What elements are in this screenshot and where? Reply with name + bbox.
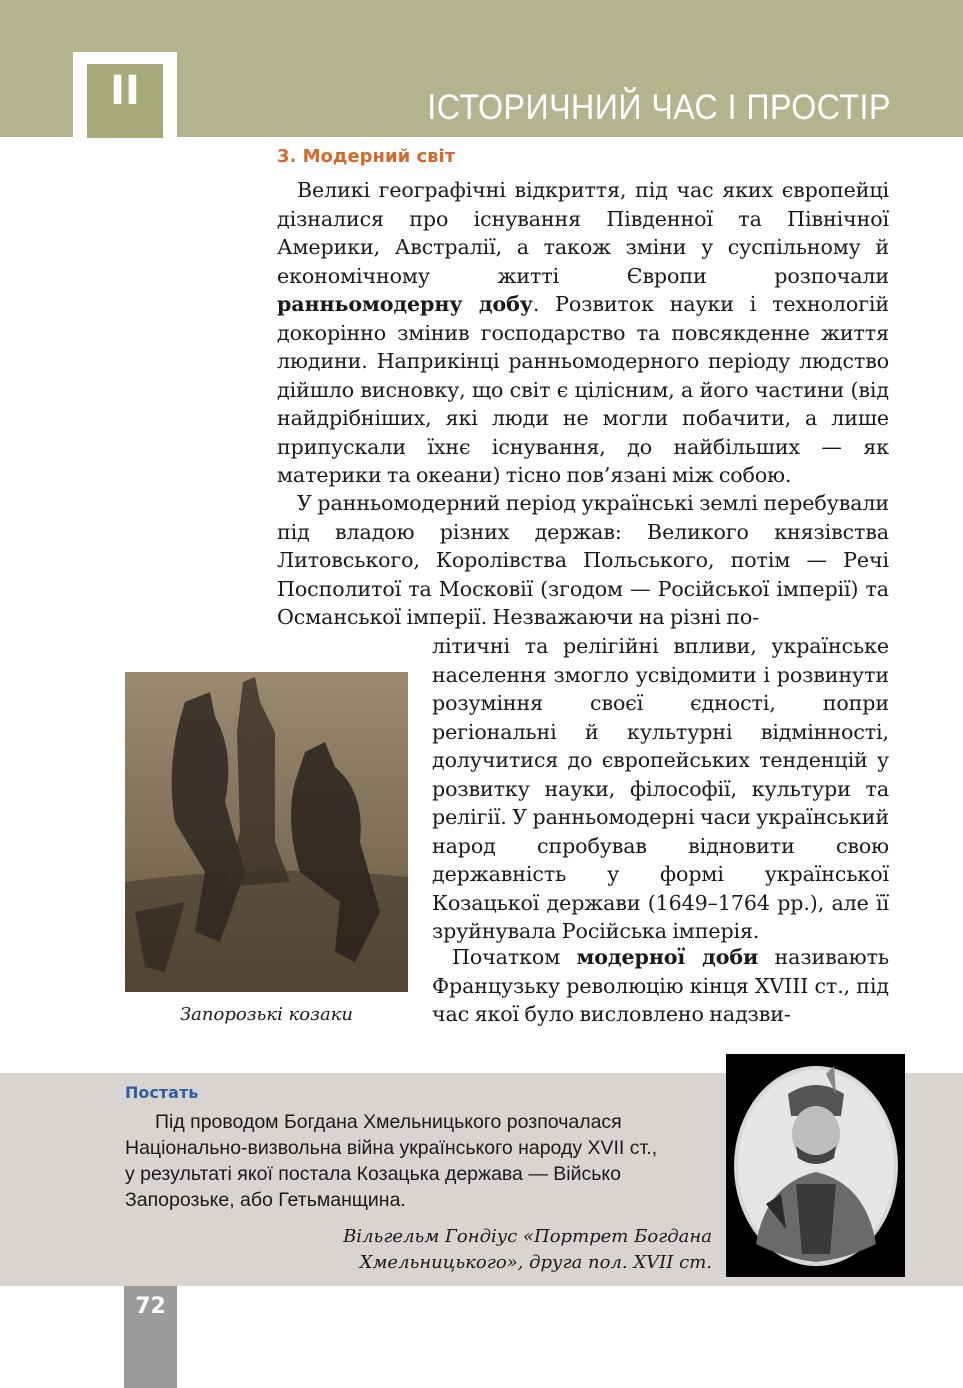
cossacks-engraving-image bbox=[125, 672, 408, 992]
page-number: 72 bbox=[135, 1294, 166, 1319]
portrait-caption-line-2: Хмельницького», друга пол. XVII ст. bbox=[359, 1252, 712, 1273]
paragraph-3: літичні та релігійні впливи, українське населення змогло усвідомити і розвинути розуміння своєї єдності, попри регіональні й культурні відмінності, долучитися до європейських тенденцій у розвитку науки, філософії, культури та релігії. У ранньомодерні часи український народ спробував відновити свою державність у формі української Козацької держави (1649–1764 рр.), але її зруйнувала Російська імперія. bbox=[432, 634, 889, 943]
paragraph-1-text-c: . Розвиток науки і технологій докорінно змінив господарство та повсякденне життя людини. Наприкінці ранньомодерного періоду людство дійшло висновку, що світ є цілісним, а його частини (від найдрібніших, які люди не могли побачити, а лише припускали їхнє існування, до найбільших — як материки та океани) тісно пов’язані між собою. bbox=[277, 292, 889, 487]
paragraph-4-text-c: називають Французьку революцію кінця XVIII ст., під час якої було висловлено надзви- bbox=[432, 945, 889, 1026]
paragraph-4 bbox=[432, 943, 889, 1029]
page-number-tab bbox=[124, 1286, 177, 1388]
term-modern-era: модерної доби bbox=[576, 945, 759, 969]
khmelnytsky-portrait bbox=[726, 1054, 905, 1277]
section-title: 3. Модерний світ bbox=[277, 146, 456, 167]
paragraph-4-text-a: Початком bbox=[452, 945, 577, 969]
khmelnytsky-portrait-image bbox=[726, 1054, 905, 1277]
chapter-title: ІСТОРИЧНИЙ ЧАС І ПРОСТІР bbox=[427, 88, 891, 127]
paragraph-1-text-a: Великі географічні відкриття, під час яких європейці дізналися про існування Південної та Північної Америки, Австралії, а також зміни у суспільному й економічному житті Європи розпочали bbox=[277, 178, 889, 288]
postat-text: Під проводом Богдана Хмельницького розпочалася Національно-визвольна війна українського народу XVII ст., у результаті якої постала Козацька держава — Військо Запорозьке, або Гетьманщина. bbox=[125, 1111, 658, 1211]
chapter-badge-inner bbox=[87, 64, 163, 138]
cossacks-caption: Запорозькі козаки bbox=[179, 1004, 354, 1025]
portrait-caption-line-1: Вільгельм Гондіус «Портрет Богдана bbox=[343, 1226, 712, 1247]
cossacks-illustration bbox=[125, 672, 408, 992]
chapter-numeral: II bbox=[110, 68, 140, 114]
postat-title: Постать bbox=[125, 1083, 199, 1102]
chapter-badge bbox=[73, 52, 177, 147]
term-early-modern: ранньомодерну добу bbox=[277, 292, 533, 316]
paragraph-2: У ранньомодерний період українські землі перебували під владою різних держав: Великого князівства Литовського, Королівства Польського, потім — Речі Посполитої та Московії (згодом — Російської імперії) та Османської імперії. Незважаючи на різні по- bbox=[277, 491, 889, 629]
paragraph-1 bbox=[277, 176, 889, 490]
portrait-caption bbox=[300, 1224, 712, 1276]
